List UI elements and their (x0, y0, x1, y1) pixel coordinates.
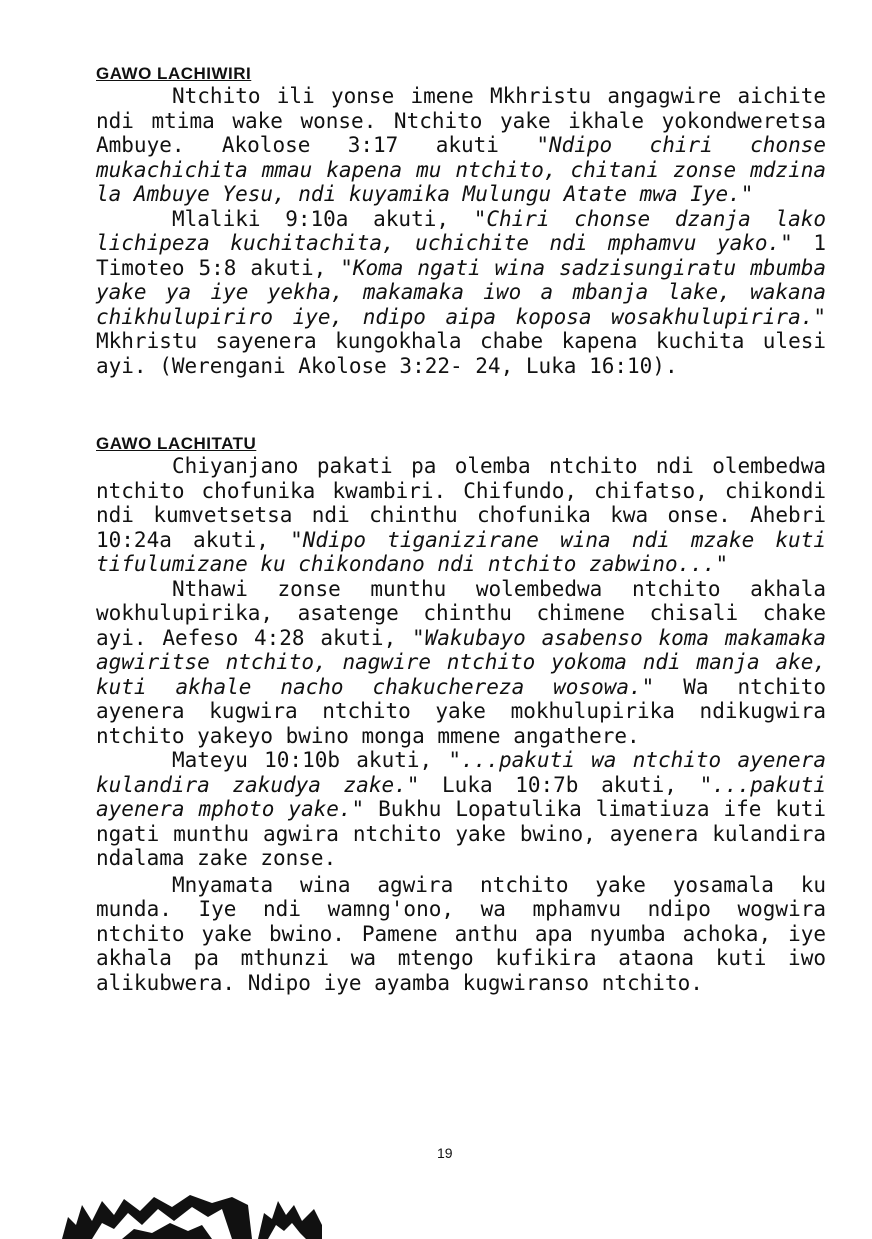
paragraph (96, 454, 826, 577)
page-number: 19 (437, 1145, 453, 1161)
text-run: Mkhristu sayenera kungokhala chabe kapena kuchita ulesi ayi. (Werengani Akolose 3:22- 24, Luka 16:10). (96, 329, 826, 378)
section-gawo-lachitatu (96, 432, 826, 995)
scripture-quote: "...pakuti ayenera mphoto yake." (96, 772, 826, 821)
scripture-quote: "Chiri chonse dzanja lako lichipeza kuchitachita, uchichite ndi mphamvu yako." (96, 206, 826, 255)
paragraph (96, 873, 826, 996)
paragraph (96, 748, 826, 871)
text-run: Luka 10:7b akuti, (419, 772, 700, 797)
scripture-quote: "Wakubayo asabenso koma makamaka agwiritse ntchito, nagwire ntchito yokoma ndi manja ake, kuti akhale nacho chakuchereza wosowa." (96, 625, 826, 699)
scripture-quote: "...pakuti wa ntchito ayenera kulandira zakudya zake." (96, 748, 826, 797)
section-heading: GAWO LACHIWIRI (96, 64, 252, 83)
decorative-illustration-fragment (62, 1195, 322, 1239)
scripture-quote: "Ndipo tiganizirane wina ndi mzake kuti tifulumizane ku chikondano ndi ntchito zabwino..." (96, 527, 826, 576)
text-run: Nthawi zonse munthu wolembedwa ntchito akhala wokhulupirika, asatenge chinthu chimene chisali chake ayi. Aefeso 4:28 akuti, (96, 576, 826, 650)
paragraph (96, 577, 826, 749)
text-run: Mateyu 10:10b akuti, (172, 748, 449, 772)
scripture-quote: "Ndipo chiri chonse mukachichita mmau kapena mu ntchito, chitani zonse mdzina la Ambuye Yesu, ndi kuyamika Mulungu Atate mwa Iye." (96, 133, 826, 206)
text-run: Wa ntchito ayenera kugwira ntchito yake mokhulupirika ndikugwira ntchito yakeyo bwino monga mmene angathere. (96, 674, 826, 748)
paragraph (96, 84, 826, 207)
text-run: Mlaliki 9:10a akuti, (172, 206, 474, 231)
section-heading: GAWO LACHITATU (96, 434, 257, 453)
text-run: Mnyamata wina agwira ntchito yake yosamala ku munda. Iye ndi wamng'ono, wa mphamvu ndipo wogwira ntchito yake bwino. Pamene anthu apa nyumba achoka, iye akhala pa mthunzi wa mtengo kufikira ataona kuti iwo alikubwera. Ndipo iye ayamba kugwiranso ntchito. (96, 872, 826, 995)
text-run: Ntchito ili yonse imene Mkhristu angagwire aichite ndi mtima wake wonse. Ntchito yake ikhale yokondweretsa Ambuye. Akolose 3:17 akuti (96, 84, 826, 157)
paragraph (96, 207, 826, 379)
text-run: Chiyanjano pakati pa olemba ntchito ndi olembedwa ntchito chofunika kwambiri. Chifundo, chifatso, chikondi ndi kumvetsetsa ndi chinthu chofunika kwa onse. Ahebri 10:24a akuti, (96, 454, 826, 552)
section-gawo-lachiwiri (96, 62, 826, 378)
text-run: Bukhu Lopatulika limatiuza ife kuti ngati munthu agwira ntchito yake bwino, ayenera kulandira ndalama zake zonse. (96, 797, 826, 870)
scripture-quote: "Koma ngati wina sadzisungiratu mbumba yake ya iye yekha, makamaka iwo a mbanja lake, wakana chikhulupiriro iye, ndipo aipa koposa wosakhulupirira." (96, 255, 827, 329)
text-run: 1 Timoteo 5:8 akuti, (96, 231, 826, 280)
